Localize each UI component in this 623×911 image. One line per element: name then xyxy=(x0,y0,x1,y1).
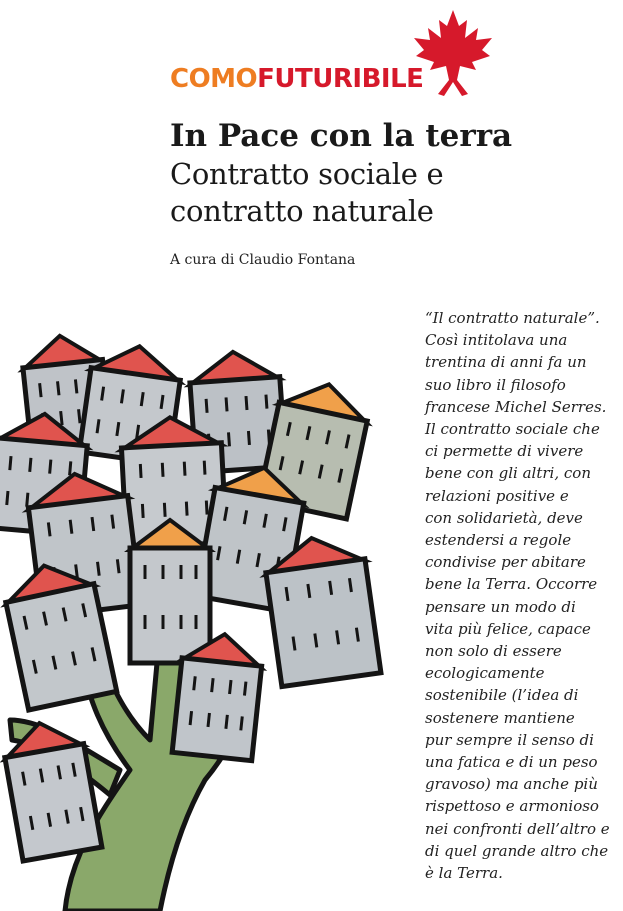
page-title: In Pace con la terra xyxy=(170,118,513,154)
tree-of-houses-illustration xyxy=(0,300,410,911)
subtitle-line-2: contratto naturale xyxy=(170,194,434,228)
subtitle-line-1: Contratto sociale e xyxy=(170,157,444,191)
page-subtitle xyxy=(170,156,443,230)
brand-part-futuribile: FUTURIBILE xyxy=(257,64,424,94)
curator-credit: A cura di Claudio Fontana xyxy=(170,252,356,268)
maple-leaf-icon xyxy=(410,8,496,98)
brand-logo xyxy=(170,66,423,92)
house xyxy=(130,520,210,663)
article-body: “Il contratto naturale”. Così intitolava una trentina di anni fa un suo libro il filosofo francese Michel Serres. Il contratto sociale che ci permette di vivere bene con gli altri, con relazioni positive e con solidarietà, deve estendersi a regole condivise per abitare bene la Terra. Occorre pensare un modo di vita più felice, capace non solo di essere ecologicamente sostenibile (l’idea di sostenere mantiene pur sempre il senso di una fatica e di un peso gravoso) ma anche più rispettoso e armonioso nei confronti dell’altro e di quel grande altro che è la Terra. xyxy=(425,309,610,883)
brand-part-como: COMO xyxy=(170,64,258,94)
